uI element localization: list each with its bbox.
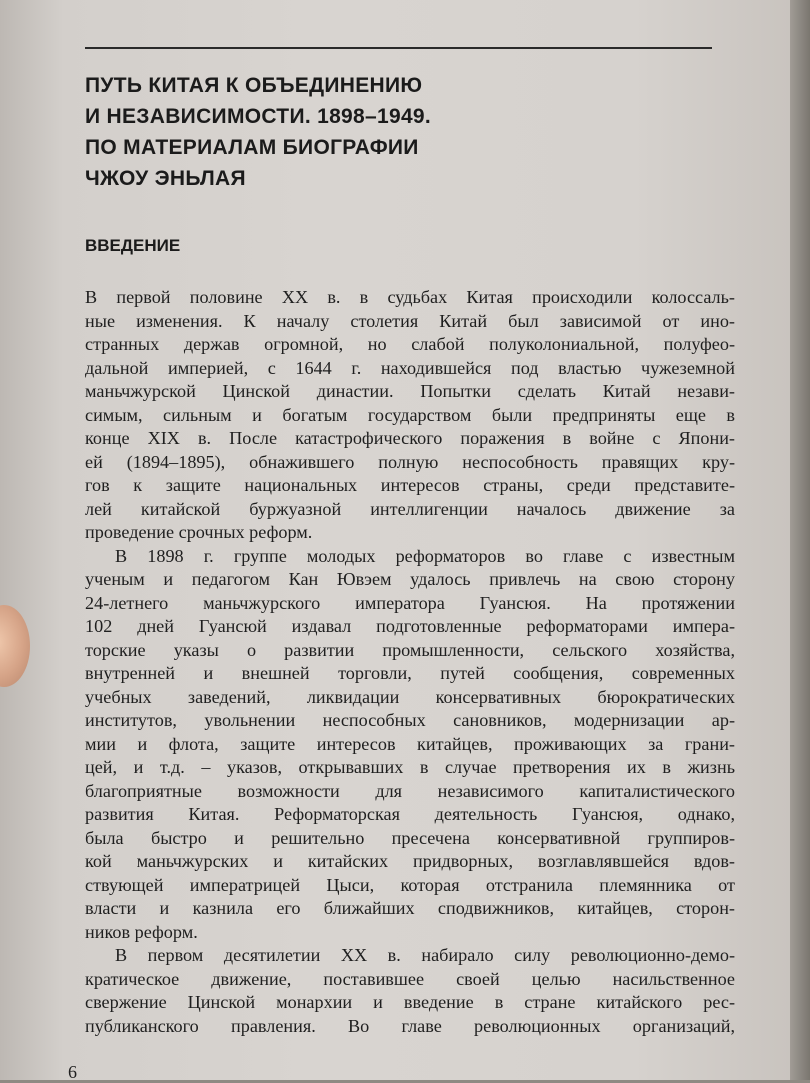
text-line: В первой половине XX в. в судьбах Китая происходили колоссаль-: [85, 287, 735, 307]
body-text: [85, 286, 735, 1038]
text-line: гов к защите национальных интересов страны, среди представите-: [85, 475, 735, 495]
title-line: И НЕЗАВИСИМОСТИ. 1898–1949.: [85, 105, 432, 128]
text-line: власти и казнила его ближайших сподвижников, китайцев, сторон-: [85, 898, 735, 918]
text-line: благоприятные возможности для независимого капиталистического: [85, 780, 735, 801]
title-line: ПО МАТЕРИАЛАМ БИОГРАФИИ: [85, 136, 419, 159]
text-line: симым, сильным и богатым государством были предприняты еще в: [85, 404, 735, 425]
text-line: свержение Цинской монархии и введение в стране китайского рес-: [85, 992, 735, 1012]
text-line: ей (1894–1895), обнажившего полную неспособность правящих кру-: [85, 451, 735, 472]
text-line: цей, и т.д. – указов, открывавших в случае претворения их в жизнь: [85, 757, 735, 777]
text-line: конце XIX в. После катастрофического поражения в войне с Япони-: [85, 428, 735, 448]
text-line: дальной империей, с 1644 г. находившейся под властью чужеземной: [85, 357, 735, 378]
text-line: публиканского правления. Во главе революционных организаций,: [85, 1015, 735, 1036]
text-line: 102 дней Гуансюй издавал подготовленные реформаторами импера-: [85, 616, 735, 636]
text-line: странных держав огромной, но слабой полуколониальной, полуфео-: [85, 334, 735, 354]
text-line: ников реформ.: [85, 921, 198, 942]
text-line: ные изменения. К началу столетия Китай был зависимой от ино-: [85, 310, 735, 331]
text-line: кой маньчжурских и китайских придворных, возглавлявшейся вдов-: [85, 851, 735, 871]
text-line: институтов, увольнении неспособных сановников, модернизации ар-: [85, 710, 735, 730]
text-line: проведение срочных реформ.: [85, 522, 313, 542]
page-number: 6: [68, 1062, 77, 1082]
header-rule: [85, 47, 712, 49]
text-line: мии и флота, защите интересов китайцев, проживающих за грани-: [85, 733, 735, 754]
text-line: лей китайской буржуазной интеллигенции началось движение за: [85, 498, 735, 519]
text-line: 24-летнего маньчжурского императора Гуансюя. На протяжении: [85, 592, 735, 613]
book-edge: [790, 0, 810, 1080]
text-line: была быстро и решительно пресечена консервативной группиров-: [85, 827, 735, 848]
chapter-title: [85, 70, 725, 194]
title-line: ПУТЬ КИТАЯ К ОБЪЕДИНЕНИЮ: [85, 74, 423, 97]
text-line: В 1898 г. группе молодых реформаторов во главе с известным: [115, 545, 735, 566]
text-line: учебных заведений, ликвидации консервативных бюрократических: [85, 686, 735, 707]
text-line: ствующей императрицей Цыси, которая отстранила племянника от: [85, 874, 735, 895]
section-heading: ВВЕДЕНИЕ: [85, 236, 181, 255]
text-line: торские указы о развитии промышленности, сельского хозяйства,: [85, 639, 735, 660]
title-line: ЧЖОУ ЭНЬЛАЯ: [85, 167, 246, 190]
text-line: В первом десятилетии XX в. набирало силу революционно-демо-: [115, 945, 735, 965]
text-line: маньчжурской Цинской династии. Попытки сделать Китай незави-: [85, 381, 735, 401]
text-line: ученым и педагогом Кан Ювэем удалось привлечь на свою сторону: [85, 569, 735, 589]
text-line: внутренней и внешней торговли, путей сообщения, современных: [85, 663, 735, 683]
text-line: кратическое движение, поставившее своей целью насильственное: [85, 968, 735, 989]
text-line: развития Китая. Реформаторская деятельность Гуансюя, однако,: [85, 804, 735, 824]
